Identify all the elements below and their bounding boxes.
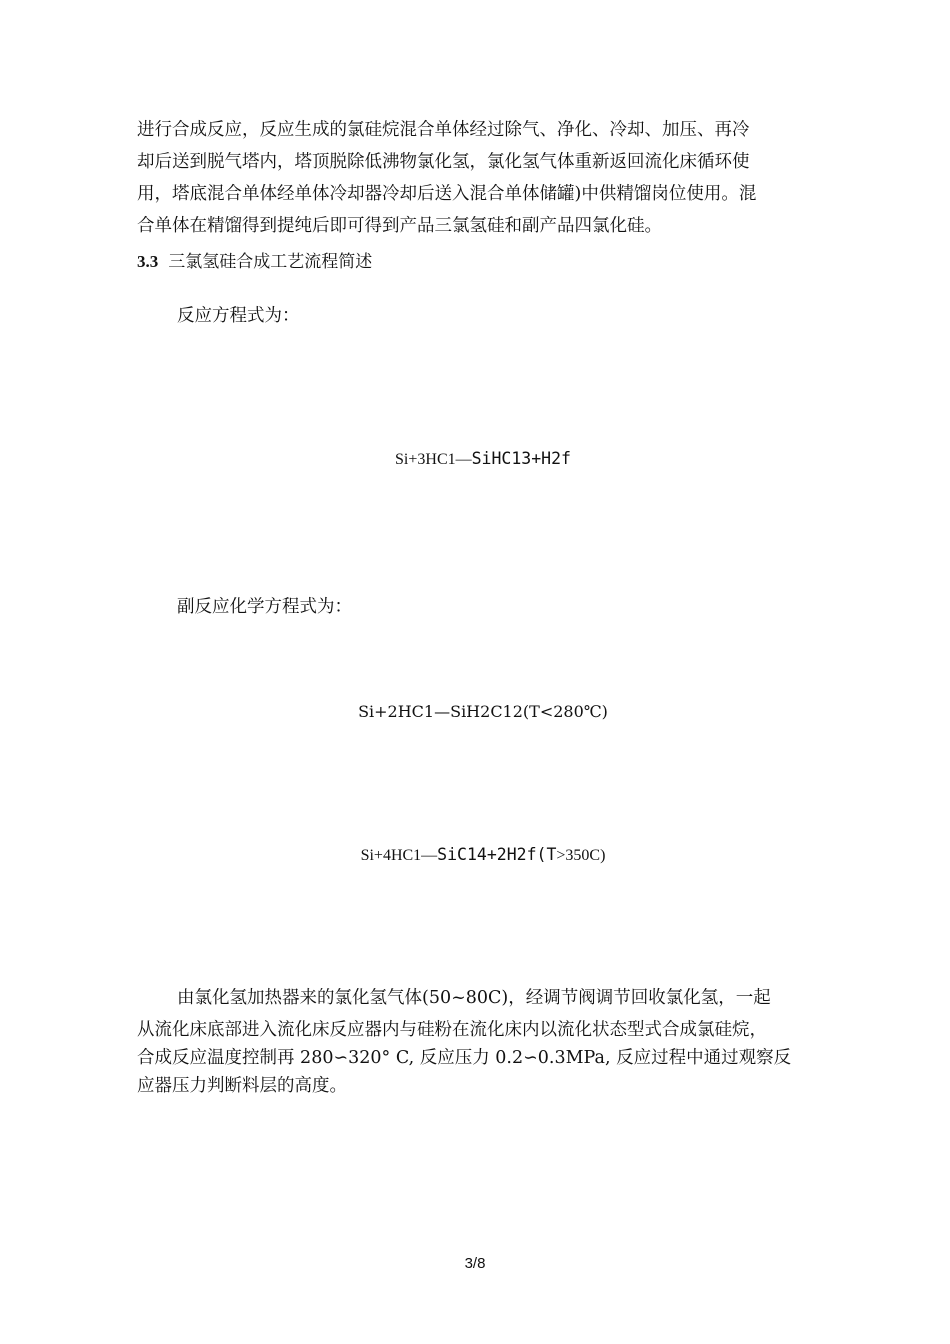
paragraph-line: 却后送到脱气塔内，塔顶脱除低沸物氯化氢，氯化氢气体重新返回流化床循环使: [137, 152, 750, 172]
main-equation-lhs: Si+3HC1—: [395, 451, 472, 468]
section-heading: [137, 247, 372, 272]
section-number: 3.3: [137, 252, 159, 271]
side-equation-1: Si+2HC1—SiH2C12(T<280℃): [358, 702, 608, 721]
side-reaction-label: 副反应化学方程式为：: [177, 597, 352, 617]
process-paragraph: [137, 984, 837, 1100]
section-title: 三氯氢硅合成工艺流程简述: [168, 252, 373, 272]
paragraph-line: 用，塔底混合单体经单体冷却器冷却后送入混合单体储罐)中供精馏岗位使用。混: [137, 184, 757, 204]
side-equation-2-lhs: Si+4HC1—: [360, 847, 438, 864]
reaction-label: 反应方程式为：: [177, 306, 300, 326]
paragraph-line: 由氯化氢加热器来的氯化氢气体(50~80C)，经调节阀调节回收氯化氢，一起: [177, 988, 771, 1008]
main-equation-rhs: SiHC13+H2f: [471, 449, 571, 468]
side-equation-2: [0, 845, 950, 865]
paragraph-line: 从流化床底部进入流化床反应器内与硅粉在流化床内以流化状态型式合成氯硅烷，: [137, 1020, 767, 1040]
paragraph-line: 合成反应温度控制再 280∽320° C, 反应压力 0.2∽0.3MPa, 反应过程中通过观察反: [137, 1048, 792, 1068]
paragraph-line: 应器压力判断料层的高度。: [137, 1076, 347, 1096]
paragraph-line: 合单体在精馏得到提纯后即可得到产品三氯氢硅和副产品四氯化硅。: [137, 216, 662, 236]
paragraph-line: 进行合成反应，反应生成的氯硅烷混合单体经过除气、净化、冷却、加压、再冷: [137, 120, 750, 140]
intro-paragraph: [137, 114, 817, 242]
main-equation: [0, 449, 950, 469]
side-equation-2-mid: SiC14+2H2f(T: [437, 845, 557, 864]
page-number: 3/8: [464, 1255, 486, 1272]
side-equation-2-rhs: >350C): [556, 847, 606, 864]
